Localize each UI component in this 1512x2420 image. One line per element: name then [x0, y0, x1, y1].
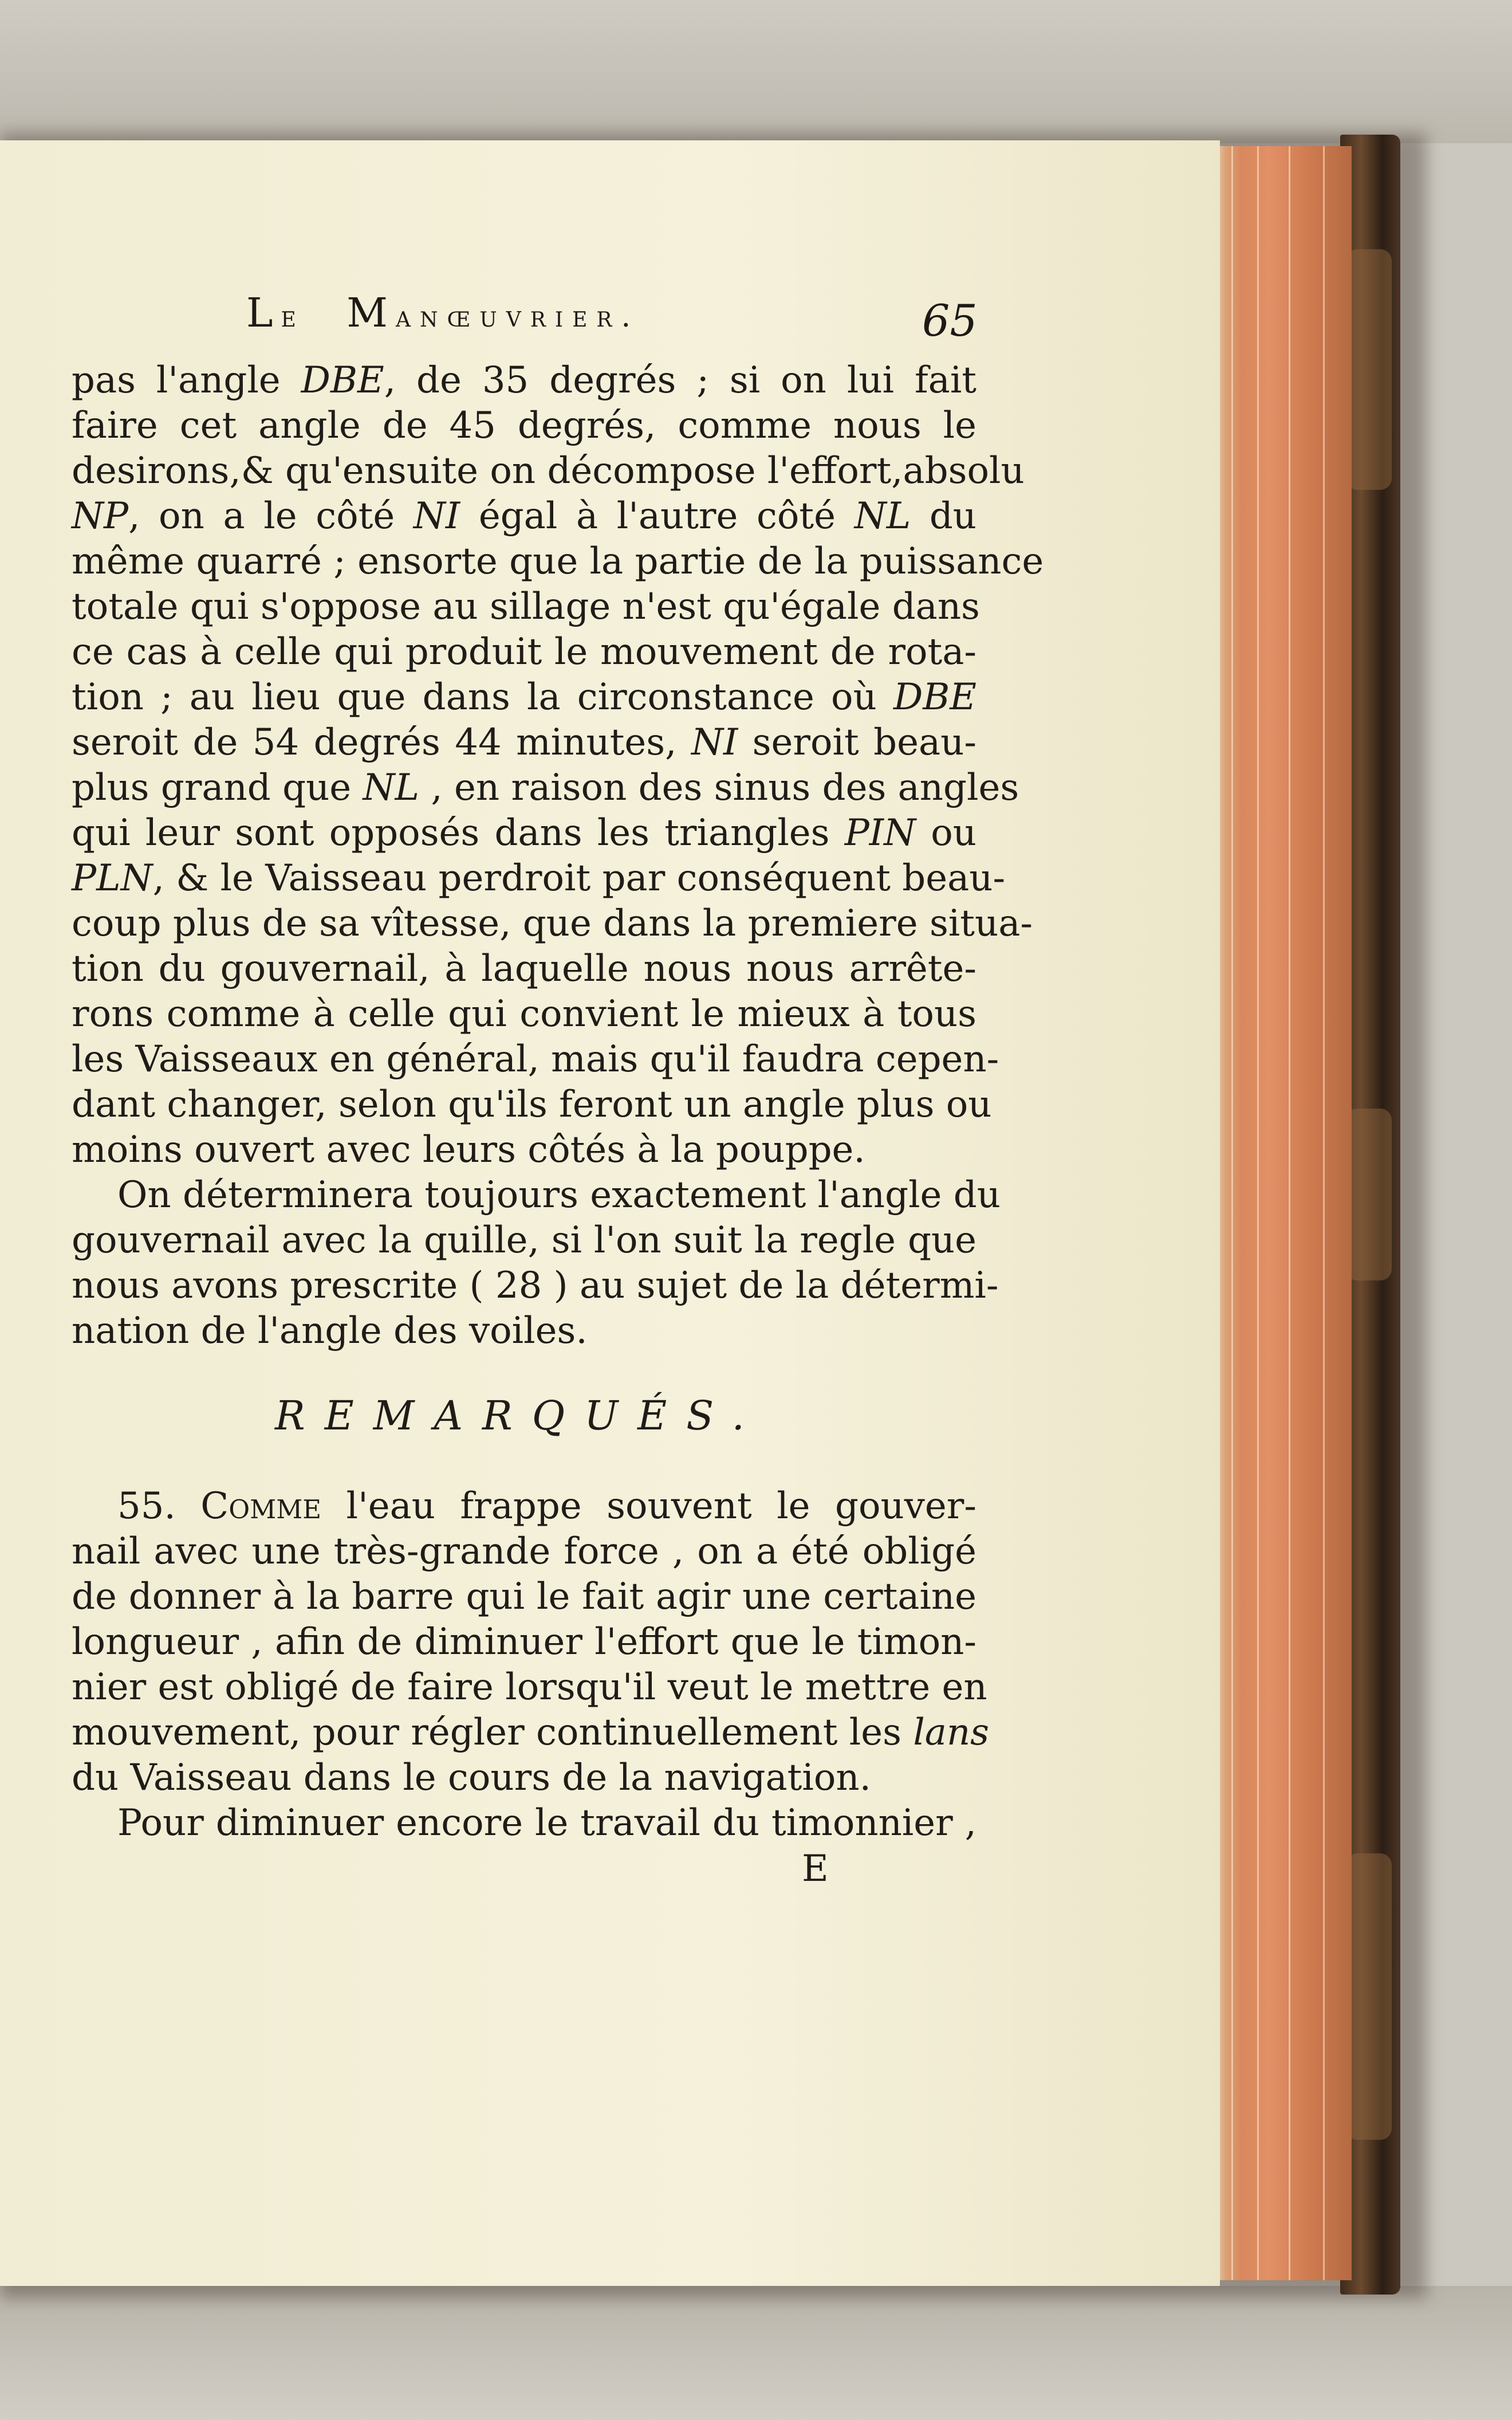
text-line: desirons,& qu'ensuite on décompose l'effort,absolu	[72, 450, 1025, 492]
page-edges	[1214, 146, 1352, 2280]
text-line: faire cet angle de 45 degrés, comme nous le	[72, 404, 976, 447]
text-line: les Vaisseaux en général, mais qu'il faudra cepen-	[72, 1038, 999, 1081]
page-number: 65	[922, 295, 978, 346]
text-line: pas l'angle DBE, de 35 degrés ; si on lui fait	[72, 359, 977, 402]
text-line: même quarré ; ensorte que la partie de la puissance	[72, 540, 1044, 583]
cover-wear-mark	[1346, 1853, 1392, 2140]
text-line: tion du gouvernail, à laquelle nous nous arrête-	[72, 948, 976, 990]
paragraph-1	[72, 358, 1044, 1354]
text-line: gouvernail avec la quille, si l'on suit la regle que	[72, 1219, 976, 1262]
paragraph-3	[72, 1484, 989, 1846]
cover-wear-mark	[1346, 1109, 1392, 1280]
backdrop-top	[0, 0, 1512, 143]
text-line: NP, on a le côté NI égal à l'autre côté NL du	[72, 495, 977, 537]
section-heading: REMARQUÉS.	[275, 1392, 764, 1439]
text-line: coup plus de sa vîtesse, que dans la premiere situa-	[72, 902, 1033, 945]
running-head-title: Le Manœuvrier.	[246, 289, 640, 336]
text-line: Pour diminuer encore le travail du timonnier ,	[117, 1802, 976, 1844]
text-line: dant changer, selon qu'ils feront un angle plus ou	[72, 1083, 992, 1126]
text-line: qui leur sont opposés dans les triangles PIN ou	[72, 812, 977, 854]
text-line: rons comme à celle qui convient le mieux à tous	[72, 993, 976, 1035]
text-line: ce cas à celle qui produit le mouvement de rota-	[72, 631, 976, 673]
text-line: moins ouvert avec leurs côtés à la pouppe.	[72, 1129, 865, 1171]
text-line: nous avons prescrite ( 28 ) au sujet de la détermi-	[72, 1264, 999, 1307]
text-line: du Vaisseau dans le cours de la navigation.	[72, 1757, 871, 1799]
text-line: longueur , afin de diminuer l'effort que le timon-	[72, 1621, 976, 1663]
text-line: de donner à la barre qui le fait agir une certaine	[72, 1576, 976, 1618]
text-line: totale qui s'oppose au sillage n'est qu'égale dans	[72, 586, 980, 628]
text-line: mouvement, pour régler continuellement les lans	[72, 1711, 989, 1754]
text-line: nation de l'angle des voiles.	[72, 1310, 588, 1352]
text-line: seroit de 54 degrés 44 minutes, NI seroit beau-	[72, 721, 977, 764]
text-line: nier est obligé de faire lorsqu'il veut le mettre en	[72, 1666, 987, 1708]
text-line: On déterminera toujours exactement l'angle du	[117, 1174, 1001, 1216]
text-line: nail avec une très-grande force , on a été obligé	[72, 1530, 976, 1573]
text-line: tion ; au lieu que dans la circonstance où DBE	[72, 676, 976, 718]
cover-wear-mark	[1346, 249, 1392, 490]
text-line: PLN, & le Vaisseau perdroit par conséquent beau-	[72, 857, 1006, 899]
text-line: plus grand que NL , en raison des sinus des angles	[72, 767, 1019, 809]
backdrop-bottom	[0, 2286, 1512, 2420]
signature-mark: E	[802, 1848, 829, 1890]
text-line: 55. Comme l'eau frappe souvent le gouver-	[117, 1485, 976, 1527]
running-head	[246, 289, 991, 341]
